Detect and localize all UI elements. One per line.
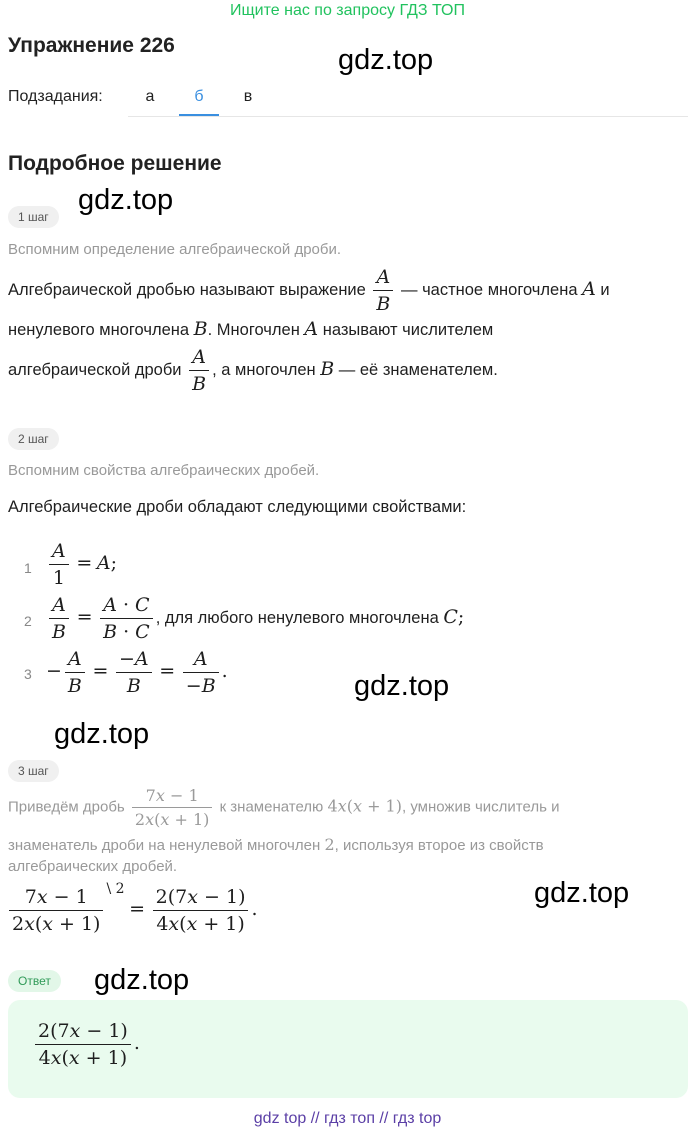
list-number: 1 (24, 560, 32, 576)
footer-links[interactable]: gdz top // гдз топ // гдз top (253, 1110, 442, 1127)
text: , используя второе из свойств (334, 837, 544, 854)
fraction: $\frac{A}{B}$ (65, 648, 85, 697)
step2-intro: Алгебраические дроби обладают следующими свойствами: (8, 498, 467, 516)
watermark: gdz.top (338, 44, 434, 76)
fraction-a-over-b: $\frac{A}{B}$ (373, 266, 393, 315)
list-number: 2 (24, 613, 32, 629)
fraction: $\frac{2(7x - 1)}{4x(x + 1)}$ (153, 886, 249, 935)
text: — её знаменателем. (338, 360, 498, 379)
step-hint: Вспомним свойства алгебраических дробей. (8, 462, 320, 479)
text: знаменатель дроби на ненулевой многочлен (8, 837, 321, 854)
tab-b[interactable]: б (179, 88, 219, 106)
step1-line2 (8, 318, 493, 340)
step-badge: 2 шаг (8, 428, 59, 450)
fraction: $\frac{7x - 1}{2x(x + 1)}$ (9, 886, 103, 935)
property-3: − $\frac{A}{B}$ = $\frac{-A}{B}$ = $\frac{A}{-B}$ . (46, 648, 228, 697)
step-badge: 1 шаг (8, 206, 59, 228)
answer-formula: $\frac{2(7x - 1)}{4x(x + 1)}$ . (32, 1020, 140, 1069)
step-hint-line2: знаменатель дроби на ненулевой многочлен 2, используя второе из свойств (8, 835, 544, 854)
step-hint: Вспомним определение алгебраической дроби. (8, 241, 342, 258)
property-2: $\frac{A}{B}$ = $\frac{A \cdot C}{B \cdot C}$ , для любого ненулевого многочлена C; (46, 594, 464, 643)
text: , для любого ненулевого многочлена (155, 608, 439, 627)
watermark: gdz.top (78, 184, 174, 216)
text: и (600, 280, 610, 299)
tab-a[interactable]: а (145, 88, 155, 105)
fraction: $\frac{A \cdot C}{B \cdot C}$ (100, 594, 153, 643)
text: . Многочлен (207, 321, 300, 339)
text: , умножив числитель и (401, 798, 560, 816)
text: Приведём дробь (8, 798, 125, 816)
step1-line3 (8, 346, 498, 395)
text: Алгебраической дробью называют выражение (8, 280, 366, 299)
watermark: gdz.top (94, 964, 190, 996)
math-b: B (193, 318, 208, 340)
watermark: gdz.top (534, 877, 630, 909)
fraction: $\frac{A}{B}$ (49, 594, 69, 643)
step-hint (8, 786, 559, 829)
step3-formula: $\frac{7x - 1}{2x(x + 1)}$ $^{\backslash 2}$ = $\frac{2(7x - 1)}{4x(x + 1)}$ . (6, 886, 258, 935)
math-denominator: 4x(x + 1) (327, 796, 402, 816)
tab-v[interactable]: в (243, 88, 253, 105)
step-hint-line3: алгебраических дробей. (8, 858, 178, 875)
fraction: $\frac{A}{1}$ (49, 540, 69, 589)
step1-line1 (8, 266, 610, 315)
watermark: gdz.top (354, 670, 450, 702)
watermark: gdz.top (54, 718, 150, 750)
math-a: A (582, 277, 596, 300)
fraction: $\frac{-A}{B}$ (116, 648, 152, 697)
step-badge: 3 шаг (8, 760, 59, 782)
text: ненулевого многочлена (8, 321, 190, 339)
page-title: Упражнение 226 (8, 34, 175, 57)
text: , а многочлен (212, 360, 316, 379)
fraction: $\frac{7x - 1}{2x(x + 1)}$ (132, 786, 213, 829)
search-banner[interactable]: Ищите нас по запросу ГДЗ ТОП (230, 2, 465, 19)
solution-heading: Подробное решение (8, 152, 222, 175)
fraction-a-over-b: $\frac{A}{B}$ (189, 346, 209, 395)
text: называют числителем (322, 321, 494, 339)
list-number: 3 (24, 666, 32, 682)
answer-badge: Ответ (8, 970, 61, 992)
text: алгебраической дроби (8, 360, 182, 379)
answer-box (8, 1000, 688, 1098)
subtasks-label: Подзадания: (8, 88, 103, 105)
text: к знаменателю (219, 798, 324, 816)
property-1: $\frac{A}{1}$ = A; (46, 540, 117, 589)
fraction: $\frac{A}{-B}$ (183, 648, 219, 697)
math-a: A (304, 318, 319, 340)
subtasks-tabs (128, 84, 688, 117)
text: — частное многочлена (400, 280, 578, 299)
math-b: B (320, 357, 335, 380)
fraction: $\frac{2(7x - 1)}{4x(x + 1)}$ (35, 1020, 131, 1069)
